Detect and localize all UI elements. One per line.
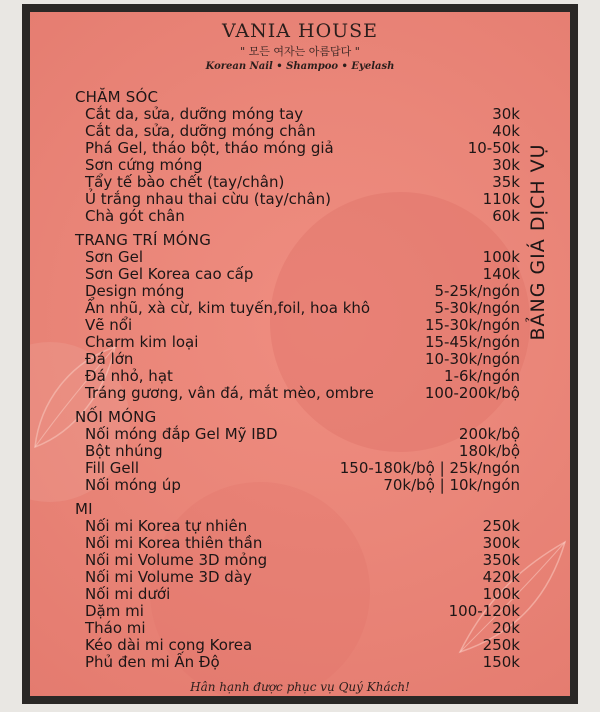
price-row bbox=[75, 518, 520, 535]
section-title: TRANG TRÍ MÓNG bbox=[75, 231, 212, 249]
service-name: Cắt da, sửa, dưỡng móng chân bbox=[85, 122, 316, 140]
service-name: Nối mi dưới bbox=[85, 585, 171, 603]
service-name: Nối móng đắp Gel Mỹ IBD bbox=[85, 425, 278, 443]
service-price: 300k bbox=[482, 534, 520, 552]
price-row bbox=[75, 249, 520, 266]
service-price: 100-120k bbox=[448, 602, 520, 620]
service-price: 15-30k/ngón bbox=[424, 316, 520, 334]
service-price: 150-180k/bộ | 25k/ngón bbox=[339, 459, 520, 477]
brand-name: VANIA HOUSE bbox=[221, 20, 379, 42]
price-row bbox=[75, 637, 520, 654]
service-name: Design móng bbox=[85, 282, 185, 300]
price-row bbox=[75, 603, 520, 620]
service-name: Nối mi Korea thiên thần bbox=[85, 534, 263, 552]
price-row bbox=[75, 266, 520, 283]
section-cham-soc bbox=[75, 88, 520, 225]
service-price: 100-200k/bộ bbox=[424, 384, 520, 402]
price-row bbox=[75, 620, 520, 637]
price-row bbox=[75, 443, 520, 460]
section-mi bbox=[75, 500, 520, 671]
price-row bbox=[75, 460, 520, 477]
service-name: Ủ trắng nhau thai cừu (tay/chân) bbox=[85, 190, 331, 208]
price-row bbox=[75, 654, 520, 671]
price-row bbox=[75, 535, 520, 552]
service-name: Sơn cứng móng bbox=[85, 156, 203, 174]
service-name: Nối mi Volume 3D mỏng bbox=[85, 551, 268, 569]
service-price: 140k bbox=[482, 265, 520, 283]
section-title: CHĂM SÓC bbox=[75, 88, 159, 106]
section-title: MI bbox=[75, 500, 93, 518]
service-price: 20k bbox=[492, 619, 520, 637]
price-row bbox=[75, 351, 520, 368]
price-row bbox=[75, 174, 520, 191]
price-row bbox=[75, 106, 520, 123]
service-name: Bột nhúng bbox=[85, 442, 163, 460]
service-name: Nối mi Volume 3D dày bbox=[85, 568, 252, 586]
service-price: 1-6k/ngón bbox=[444, 367, 520, 385]
service-name: Tráng gương, vân đá, mắt mèo, ombre bbox=[85, 384, 374, 402]
section-title: NỐI MÓNG bbox=[75, 408, 157, 426]
service-price: 5-25k/ngón bbox=[434, 282, 520, 300]
service-name: Charm kim loại bbox=[85, 333, 199, 351]
service-name: Dặm mi bbox=[85, 602, 144, 620]
service-price: 5-30k/ngón bbox=[434, 299, 520, 317]
price-row bbox=[75, 334, 520, 351]
service-price: 420k bbox=[482, 568, 520, 586]
price-poster bbox=[30, 12, 570, 696]
service-name: Nối móng úp bbox=[85, 476, 181, 494]
slogan: " 모든 여자는 아름답다 " bbox=[240, 45, 360, 58]
price-row bbox=[75, 123, 520, 140]
service-name: Kéo dài mi cong Korea bbox=[85, 636, 253, 654]
price-row bbox=[75, 569, 520, 586]
service-name: Tháo mi bbox=[85, 619, 146, 637]
service-name: Cắt da, sửa, dưỡng móng tay bbox=[85, 105, 304, 123]
service-price: 35k bbox=[492, 173, 520, 191]
service-name: Nối mi Korea tự nhiên bbox=[85, 517, 248, 535]
services-tagline: Korean Nail • Shampoo • Eyelash bbox=[205, 61, 395, 72]
price-row bbox=[75, 191, 520, 208]
section-noi-mong bbox=[75, 408, 520, 494]
service-name: Sơn Gel Korea cao cấp bbox=[85, 265, 254, 283]
service-price: 60k bbox=[492, 207, 520, 225]
service-price: 40k bbox=[492, 122, 520, 140]
service-name: Sơn Gel bbox=[85, 248, 143, 266]
service-name: Vẽ nổi bbox=[85, 316, 133, 334]
service-price: 100k bbox=[482, 585, 520, 603]
price-row bbox=[75, 300, 520, 317]
service-name: Phá Gel, tháo bột, tháo móng giả bbox=[85, 139, 334, 157]
price-row bbox=[75, 157, 520, 174]
service-price: 100k bbox=[482, 248, 520, 266]
price-row bbox=[75, 385, 520, 402]
service-price: 15-45k/ngón bbox=[424, 333, 520, 351]
service-price: 350k bbox=[482, 551, 520, 569]
service-name: Fill Gell bbox=[85, 459, 139, 477]
price-row bbox=[75, 586, 520, 603]
service-name: Ẩn nhũ, xà cừ, kim tuyến,foil, hoa khô bbox=[85, 299, 371, 317]
service-name: Phủ đen mi Ấn Độ bbox=[85, 653, 220, 671]
service-price: 180k/bộ bbox=[458, 442, 520, 460]
price-row bbox=[75, 208, 520, 225]
price-row bbox=[75, 317, 520, 334]
price-row bbox=[75, 368, 520, 385]
service-price: 250k bbox=[482, 517, 520, 535]
service-name: Tẩy tế bào chết (tay/chân) bbox=[85, 173, 285, 191]
service-price: 150k bbox=[482, 653, 520, 671]
service-price: 30k bbox=[492, 105, 520, 123]
price-row bbox=[75, 426, 520, 443]
service-name: Đá lớn bbox=[85, 350, 134, 368]
service-price: 200k/bộ bbox=[458, 425, 520, 443]
side-title: BẢNG GIÁ DỊCH VỤ bbox=[527, 143, 549, 341]
section-trang-tri-mong bbox=[75, 231, 520, 402]
price-row bbox=[75, 140, 520, 157]
service-price: 10-30k/ngón bbox=[424, 350, 520, 368]
service-name: Chà gót chân bbox=[85, 207, 185, 225]
price-list bbox=[75, 88, 520, 677]
price-row bbox=[75, 552, 520, 569]
service-price: 30k bbox=[492, 156, 520, 174]
footer-message: Hân hạnh được phục vụ Quý Khách! bbox=[190, 680, 410, 694]
price-row bbox=[75, 477, 520, 494]
service-price: 70k/bộ | 10k/ngón bbox=[383, 476, 520, 494]
service-price: 110k bbox=[482, 190, 520, 208]
price-row bbox=[75, 283, 520, 300]
service-price: 250k bbox=[482, 636, 520, 654]
poster-header bbox=[30, 20, 570, 72]
service-price: 10-50k bbox=[467, 139, 520, 157]
service-name: Đá nhỏ, hạt bbox=[85, 367, 173, 385]
